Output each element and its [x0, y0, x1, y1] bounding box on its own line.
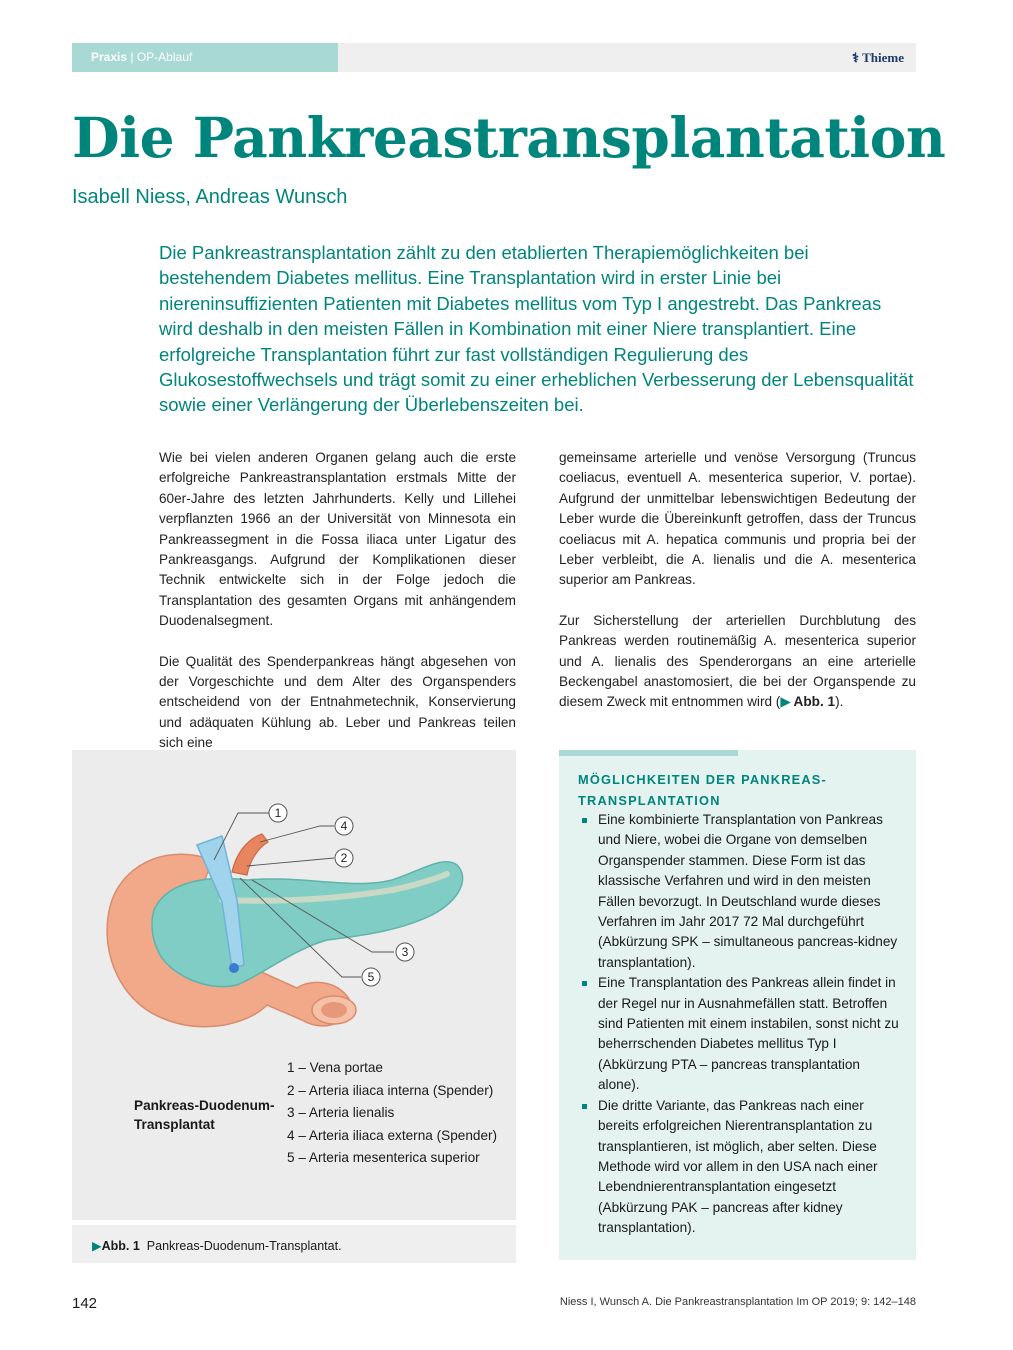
sma-ostium	[229, 963, 239, 973]
legend-item: 4 – Arteria iliaca externa (Spender)	[287, 1127, 498, 1143]
section-label	[72, 43, 338, 72]
article-authors: Isabell Niess, Andreas Wunsch	[72, 186, 348, 208]
pancreas-duodenum-illustration	[72, 750, 516, 1050]
legend-item: 5 – Arteria mesenterica superior	[287, 1150, 480, 1165]
body-column-right	[559, 448, 916, 733]
duodenum-lumen	[321, 1002, 347, 1018]
article-title: Die Pankreastransplantation	[72, 105, 946, 170]
publisher-logo	[852, 43, 904, 72]
legend-item: 1 – Vena portae	[287, 1060, 383, 1075]
info-box-accent-bar	[559, 750, 738, 756]
section-separator: |	[130, 50, 134, 64]
callout-line-4	[260, 826, 334, 842]
citation: Niess I, Wunsch A. Die Pankreastransplantation Im OP 2019; 9: 142–148	[559, 1296, 916, 1308]
page-number: 142	[72, 1295, 98, 1312]
figure-reference-link[interactable]	[780, 694, 835, 709]
callout-label: 2	[340, 851, 348, 865]
figure-reference-label: Abb. 1	[793, 694, 836, 710]
list-item: Die dritte Variante, das Pankreas nach einer bereits erfolgreichen Nierentransplantation zu transplantieren, ist möglich, aber selten. Diese Methode wird vor allem in den USA nach einer Lebendnierentransplantation eingesetzt (Abkürzung PAK – pancreas after kidney transplantation).	[578, 1096, 900, 1239]
arterial-graft	[232, 834, 268, 875]
body-text: ).	[835, 694, 844, 710]
callout-label: 4	[340, 819, 348, 833]
article-abstract: Die Pankreastransplantation zählt zu den etablierten Therapiemöglichkeiten bei bestehendem Diabetes mellitus. Eine Transplantation wird in erster Linie bei niereninsuffizienten Patienten mit Diabetes mellitus vom Typ I angestrebt. Das Pankreas wird deshalb in den meisten Fällen in Kombination mit einer Niere transplantiert. Eine erfolgreiche Transplantation führt zur fast vollständigen Regulierung des Glukosestoffwechsels und trägt somit zu einer erheblichen Verbesserung der Lebensqualität sowie einer Verlängerung der Überlebenszeiten bei.	[159, 242, 914, 416]
callout-line-2	[247, 858, 334, 866]
callout-label: 5	[367, 970, 375, 984]
legend-item: 3 – Arteria lienalis	[287, 1105, 395, 1120]
legend-item: 2 – Arteria iliaca interna (Spender)	[287, 1082, 494, 1098]
body-paragraph	[559, 611, 916, 713]
info-box	[559, 750, 916, 1260]
body-paragraph: Die Qualität des Spenderpankreas hängt abgesehen von der Vorgeschichte und dem Alter des Organspenders entscheidend von der Entnahmetechnik, Konservierung und adäquaten Kühlung ab. Leber und Pankreas teilen sich eine	[159, 653, 516, 751]
triangle-right-icon: ▶	[780, 694, 791, 710]
pancreas-shape	[152, 862, 463, 987]
figure-panel	[72, 750, 516, 1220]
callout-label: 3	[401, 945, 409, 959]
callout-label: 1	[274, 806, 282, 820]
figure-name: Pankreas-Duodenum-Transplantat	[134, 1098, 275, 1132]
section-name: Praxis	[91, 50, 128, 64]
body-paragraph: gemeinsame arterielle und venöse Versorgung (Truncus coeliacus, eventuell A. mesenterica superior, V. portae). Aufgrund der unmittelbar lebenswichtigen Bedeutung der Leber wurde die Übereinkunft getroffen, dass der Truncus coeliacus mit A. hepatica communis und propria bei der Leber verbleibt, die A. lienalis und die A. mesenterica superior am Pankreas.	[559, 450, 916, 588]
subsection-name: OP-Ablauf	[136, 50, 193, 64]
body-text: Zur Sicherstellung der arteriellen Durchblutung des Pankreas werden routinemäßig A. mesenterica superior und A. lienalis des Spenderorgans an eine arterielle Beckengabel anastomosiert, die bei der Organspende zu diesem Zweck mit entnommen wird (	[559, 612, 916, 710]
running-header	[72, 43, 916, 72]
info-box-title: MÖGLICHKEITEN DER PANKREAS-TRANSPLANTATION	[578, 772, 828, 808]
triangle-right-icon: ▶	[92, 1239, 102, 1253]
info-box-list	[578, 810, 900, 1239]
list-item: Eine kombinierte Transplantation von Pankreas und Niere, wobei die Organe von demselben Organspender stammen. Diese Form ist das klassische Verfahren und wird in den meisten Fällen bevorzugt. In Deutschland wurde dieses Verfahren im Jahr 2017 72 Mal durchgeführt (Abkürzung SPK – simultaneous pancreas-kidney transplantation).	[578, 810, 900, 973]
figure-caption	[72, 1225, 516, 1263]
figure-legend	[287, 1057, 497, 1170]
caption-text: Pankreas-Duodenum-Transplantat.	[146, 1239, 342, 1253]
list-item: Eine Transplantation des Pankreas allein findet in der Regel nur in Ausnahmefällen statt. Betroffen sind Patienten mit einem instabilen, sonst nicht zu beherrschenden Diabetes mellitus Typ I (Abkürzung PTA – pancreas transplantation alone).	[578, 973, 900, 1095]
caption-label: Abb. 1	[101, 1239, 140, 1253]
publisher-crest-icon: ⚕	[852, 50, 863, 65]
publisher-name: Thieme	[862, 50, 904, 65]
body-column-left	[159, 448, 516, 774]
body-paragraph: Wie bei vielen anderen Organen gelang auch die erste erfolgreiche Pankreastransplantation erstmals Mitte der 60er-Jahre des letzten Jahrhunderts. Kelly und Lillehei verpflanzten 1966 an der Universität von Minnesota ein Pankreassegment in die Fossa iliaca unter Ligatur des Pankreasgangs. Aufgrund der Komplikationen dieser Technik entwickelte sich in der Folge jedoch die Transplantation des gesamten Organs mit anhängendem Duodenalsegment.	[159, 450, 516, 629]
